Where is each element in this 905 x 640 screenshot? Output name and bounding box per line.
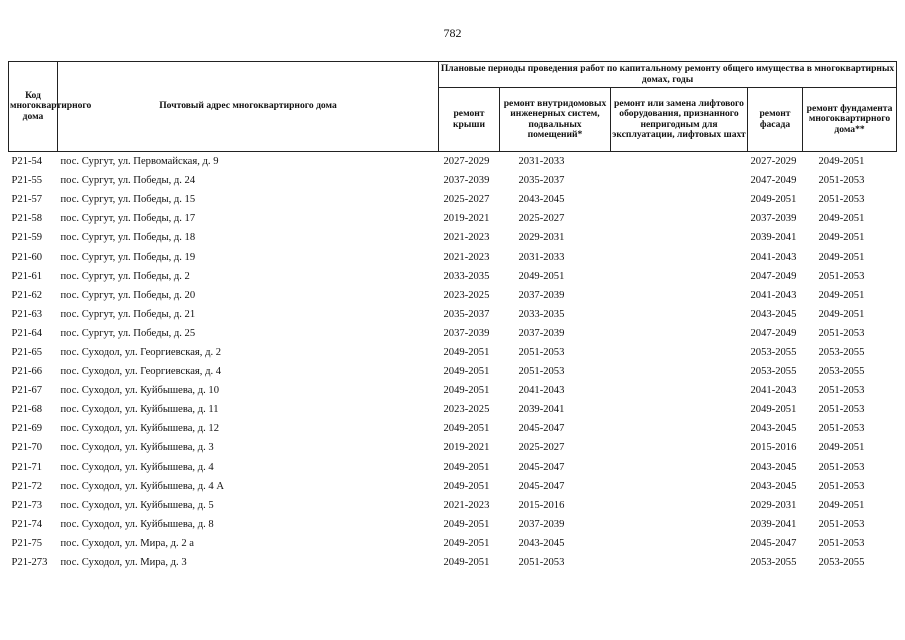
cell-foundation: 2051-2053 (818, 423, 865, 435)
cell-internal-systems: 2045-2047 (518, 461, 565, 473)
cell-foundation: 2051-2053 (818, 461, 865, 473)
cell-internal-systems: 2025-2027 (518, 442, 565, 454)
table-row (9, 534, 897, 553)
cell-internal-systems: 2043-2045 (518, 194, 565, 206)
page-number: 782 (443, 26, 462, 40)
cell-address: пос. Сургут, ул. Победы, д. 15 (60, 194, 196, 206)
table-row (9, 247, 897, 266)
cell-lift (611, 247, 748, 266)
cell-facade: 2049-2051 (750, 194, 797, 206)
cell-facade: 2043-2045 (750, 480, 797, 492)
cell-lift (611, 267, 748, 286)
header-code: Код многоквартирного дома (9, 62, 58, 152)
cell-address: пос. Суходол, ул. Георгиевская, д. 4 (60, 366, 222, 378)
cell-address: пос. Суходол, ул. Георгиевская, д. 2 (60, 346, 222, 358)
cell-internal-systems: 2029-2031 (518, 232, 565, 244)
cell-facade: 2043-2045 (750, 461, 797, 473)
cell-foundation: 2049-2051 (818, 156, 865, 168)
cell-facade: 2053-2055 (750, 366, 797, 378)
cell-lift (611, 171, 748, 190)
cell-foundation: 2051-2053 (818, 327, 865, 339)
cell-foundation: 2053-2055 (818, 366, 865, 378)
cell-facade: 2047-2049 (750, 175, 797, 187)
cell-address: пос. Суходол, ул. Мира, д. 2 а (60, 537, 194, 549)
table-row (9, 381, 897, 400)
cell-foundation: 2051-2053 (818, 270, 865, 282)
cell-lift (611, 534, 748, 553)
cell-roof: 2027-2029 (443, 156, 490, 168)
cell-lift (611, 286, 748, 305)
cell-roof: 2021-2023 (443, 251, 490, 263)
header-address: Почтовый адрес многоквартирного дома (58, 62, 439, 152)
cell-roof: 2049-2051 (443, 537, 490, 549)
cell-facade: 2041-2043 (750, 251, 797, 263)
cell-lift (611, 400, 748, 419)
cell-roof: 2049-2051 (443, 557, 490, 569)
cell-code: Р21-62 (11, 289, 43, 301)
cell-code: Р21-273 (11, 557, 48, 569)
cell-address: пос. Сургут, ул. Победы, д. 19 (60, 251, 196, 263)
cell-code: Р21-58 (11, 213, 43, 225)
cell-address: пос. Суходол, ул. Куйбышева, д. 4 А (60, 480, 225, 492)
cell-internal-systems: 2043-2045 (518, 537, 565, 549)
cell-internal-systems: 2037-2039 (518, 327, 565, 339)
table-row (9, 286, 897, 305)
cell-foundation: 2051-2053 (818, 404, 865, 416)
cell-internal-systems: 2037-2039 (518, 518, 565, 530)
cell-foundation: 2049-2051 (818, 232, 865, 244)
table-row (9, 152, 897, 172)
cell-lift (611, 458, 748, 477)
cell-facade: 2041-2043 (750, 289, 797, 301)
cell-foundation: 2051-2053 (818, 518, 865, 530)
cell-internal-systems: 2037-2039 (518, 289, 565, 301)
cell-address: пос. Сургут, ул. Победы, д. 2 (60, 270, 190, 282)
cell-code: Р21-68 (11, 404, 43, 416)
cell-address: пос. Суходол, ул. Куйбышева, д. 4 (60, 461, 214, 473)
cell-roof: 2035-2037 (443, 308, 490, 320)
table-row (9, 343, 897, 362)
cell-code: Р21-63 (11, 308, 43, 320)
table-row (9, 419, 897, 438)
header-periods-group: Плановые периоды проведения работ по капитальному ремонту общего имущества в многоквартирных домах, годы (439, 62, 897, 88)
cell-roof: 2037-2039 (443, 175, 490, 187)
cell-roof: 2023-2025 (443, 289, 490, 301)
cell-lift (611, 190, 748, 209)
table-row (9, 305, 897, 324)
cell-facade: 2047-2049 (750, 270, 797, 282)
cell-address: пос. Сургут, ул. Победы, д. 20 (60, 289, 196, 301)
cell-facade: 2015-2016 (750, 442, 797, 454)
table-row (9, 515, 897, 534)
cell-lift (611, 305, 748, 324)
cell-code: Р21-61 (11, 270, 43, 282)
cell-foundation: 2053-2055 (818, 346, 865, 358)
cell-foundation: 2051-2053 (818, 480, 865, 492)
cell-roof: 2023-2025 (443, 404, 490, 416)
cell-lift (611, 553, 748, 572)
header-facade: ремонт фасада (748, 88, 803, 152)
cell-lift (611, 477, 748, 496)
cell-roof: 2049-2051 (443, 518, 490, 530)
cell-lift (611, 343, 748, 362)
cell-lift (611, 515, 748, 534)
cell-foundation: 2051-2053 (818, 194, 865, 206)
cell-foundation: 2049-2051 (818, 251, 865, 263)
cell-roof: 2019-2021 (443, 213, 490, 225)
table-row (9, 438, 897, 457)
cell-facade: 2041-2043 (750, 385, 797, 397)
cell-lift (611, 209, 748, 228)
table-row (9, 458, 897, 477)
cell-lift (611, 362, 748, 381)
cell-code: Р21-75 (11, 537, 43, 549)
repair-schedule-table (8, 61, 897, 572)
table-row (9, 171, 897, 190)
header-lift: ремонт или замена лифтового оборудования, признанного непригодным для эксплуатации, лифтовых шахт (611, 88, 748, 152)
cell-foundation: 2049-2051 (818, 499, 865, 511)
cell-address: пос. Суходол, ул. Куйбышева, д. 5 (60, 499, 214, 511)
cell-roof: 2049-2051 (443, 346, 490, 358)
table-header (9, 62, 897, 152)
cell-internal-systems: 2033-2035 (518, 308, 565, 320)
cell-address: пос. Суходол, ул. Куйбышева, д. 3 (60, 442, 214, 454)
cell-code: Р21-67 (11, 385, 43, 397)
table-body (9, 152, 897, 573)
cell-foundation: 2051-2053 (818, 385, 865, 397)
cell-address: пос. Сургут, ул. Победы, д. 17 (60, 213, 196, 225)
cell-internal-systems: 2049-2051 (518, 270, 565, 282)
cell-roof: 2019-2021 (443, 442, 490, 454)
cell-code: Р21-65 (11, 346, 43, 358)
table-row (9, 477, 897, 496)
cell-lift (611, 381, 748, 400)
cell-facade: 2045-2047 (750, 537, 797, 549)
table-row (9, 228, 897, 247)
cell-roof: 2049-2051 (443, 461, 490, 473)
cell-internal-systems: 2025-2027 (518, 213, 565, 225)
cell-lift (611, 496, 748, 515)
cell-foundation: 2051-2053 (818, 537, 865, 549)
cell-address: пос. Сургут, ул. Первомайская, д. 9 (60, 156, 219, 168)
cell-address: пос. Сургут, ул. Победы, д. 18 (60, 232, 196, 244)
cell-address: пос. Суходол, ул. Куйбышева, д. 8 (60, 518, 214, 530)
cell-lift (611, 228, 748, 247)
cell-code: Р21-69 (11, 423, 43, 435)
cell-roof: 2025-2027 (443, 194, 490, 206)
cell-foundation: 2049-2051 (818, 442, 865, 454)
cell-code: Р21-71 (11, 461, 43, 473)
cell-roof: 2049-2051 (443, 423, 490, 435)
cell-lift (611, 324, 748, 343)
table-row (9, 400, 897, 419)
cell-roof: 2021-2023 (443, 232, 490, 244)
cell-code: Р21-54 (11, 156, 43, 168)
cell-internal-systems: 2051-2053 (518, 366, 565, 378)
cell-address: пос. Суходол, ул. Куйбышева, д. 10 (60, 385, 220, 397)
cell-code: Р21-66 (11, 366, 43, 378)
cell-internal-systems: 2045-2047 (518, 480, 565, 492)
cell-code: Р21-55 (11, 175, 43, 187)
cell-lift (611, 438, 748, 457)
cell-address: пос. Суходол, ул. Мира, д. 3 (60, 557, 187, 569)
header-internal-systems: ремонт внутридомовых инженерных систем, подвальных помещений* (500, 88, 611, 152)
cell-code: Р21-74 (11, 518, 43, 530)
cell-internal-systems: 2051-2053 (518, 346, 565, 358)
cell-address: пос. Сургут, ул. Победы, д. 21 (60, 308, 196, 320)
cell-code: Р21-57 (11, 194, 43, 206)
cell-internal-systems: 2031-2033 (518, 251, 565, 263)
cell-roof: 2033-2035 (443, 270, 490, 282)
cell-roof: 2037-2039 (443, 327, 490, 339)
cell-internal-systems: 2041-2043 (518, 385, 565, 397)
cell-roof: 2049-2051 (443, 385, 490, 397)
cell-roof: 2049-2051 (443, 480, 490, 492)
cell-internal-systems: 2051-2053 (518, 557, 565, 569)
table-row (9, 496, 897, 515)
cell-lift (611, 419, 748, 438)
header-foundation: ремонт фундамента многоквартирного дома** (803, 88, 897, 152)
cell-code: Р21-64 (11, 327, 43, 339)
cell-foundation: 2053-2055 (818, 557, 865, 569)
cell-code: Р21-70 (11, 442, 43, 454)
cell-code: Р21-60 (11, 251, 43, 263)
cell-internal-systems: 2045-2047 (518, 423, 565, 435)
cell-code: Р21-73 (11, 499, 43, 511)
cell-lift (611, 152, 748, 172)
table-row (9, 209, 897, 228)
cell-address: пос. Суходол, ул. Куйбышева, д. 11 (60, 404, 219, 416)
cell-facade: 2029-2031 (750, 499, 797, 511)
cell-address: пос. Сургут, ул. Победы, д. 24 (60, 175, 196, 187)
header-roof: ремонт крыши (439, 88, 500, 152)
cell-roof: 2021-2023 (443, 499, 490, 511)
cell-address: пос. Сургут, ул. Победы, д. 25 (60, 327, 196, 339)
cell-internal-systems: 2039-2041 (518, 404, 565, 416)
table-row (9, 362, 897, 381)
cell-roof: 2049-2051 (443, 366, 490, 378)
table-row (9, 553, 897, 572)
cell-facade: 2053-2055 (750, 557, 797, 569)
cell-internal-systems: 2031-2033 (518, 156, 565, 168)
cell-facade: 2037-2039 (750, 213, 797, 225)
cell-facade: 2027-2029 (750, 156, 797, 168)
cell-facade: 2047-2049 (750, 327, 797, 339)
cell-foundation: 2049-2051 (818, 308, 865, 320)
cell-foundation: 2049-2051 (818, 213, 865, 225)
cell-facade: 2043-2045 (750, 308, 797, 320)
table-row (9, 267, 897, 286)
table-row (9, 190, 897, 209)
table-row (9, 324, 897, 343)
cell-internal-systems: 2035-2037 (518, 175, 565, 187)
cell-internal-systems: 2015-2016 (518, 499, 565, 511)
cell-facade: 2053-2055 (750, 346, 797, 358)
cell-facade: 2039-2041 (750, 518, 797, 530)
cell-foundation: 2049-2051 (818, 289, 865, 301)
cell-address: пос. Суходол, ул. Куйбышева, д. 12 (60, 423, 220, 435)
cell-facade: 2049-2051 (750, 404, 797, 416)
cell-facade: 2039-2041 (750, 232, 797, 244)
cell-foundation: 2051-2053 (818, 175, 865, 187)
cell-code: Р21-59 (11, 232, 43, 244)
cell-facade: 2043-2045 (750, 423, 797, 435)
cell-code: Р21-72 (11, 480, 43, 492)
